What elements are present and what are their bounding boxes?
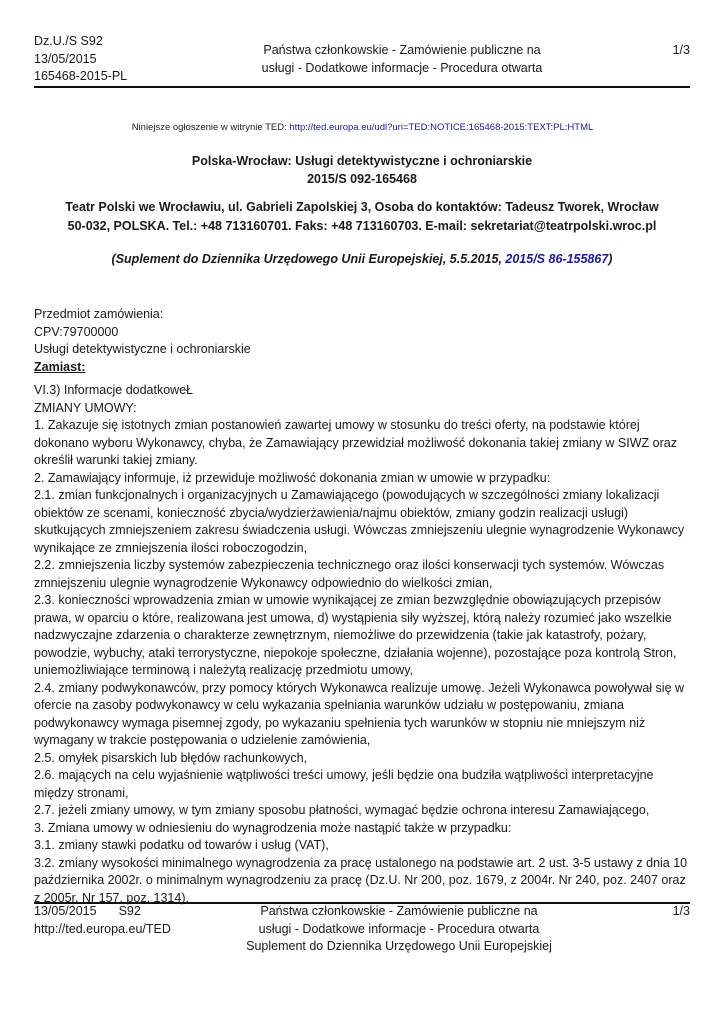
supplement-close: ) [608, 252, 613, 266]
body-paragraph: 3.2. zmiany wysokości minimalnego wynagrodzenia za pracę ustalonego na podstawie art. 2 ust. 3-5 ustawy z dnia 10 października 2002r. o minimalnym wynagrodzeniu za pracę (Dz.U. Nr 200, poz. 1679, z 2004r. Nr 240, poz. 2407 oraz z 2005r. Nr 157, poz. 1314), [34, 855, 688, 905]
notice-title [34, 152, 690, 188]
header-title-line1: Państwa członkowskie - Zamówienie publiczne na [263, 43, 541, 57]
header-date: 13/05/2015 [34, 51, 97, 66]
footer-title [240, 903, 558, 956]
footer-site: http://ted.europa.eu/TED [34, 921, 171, 936]
header-page-number: 1/3 [672, 43, 690, 57]
header-title-line2: usługi - Dodatkowe informacje - Procedura otwarta [261, 60, 543, 75]
supplement-ref-link[interactable]: 2015/S 86-155867 [505, 252, 609, 266]
page-footer [34, 903, 690, 963]
notice-title-line1: Polska-Wrocław: Usługi detektywistyczne i ochroniarskie [191, 154, 533, 168]
footer-meta [34, 903, 171, 938]
footer-page-number: 1/3 [672, 904, 690, 918]
body-paragraph: 2.7. jeżeli zmiany umowy, w tym zmiany sposobu płatności, wymagać będzie ochrona interesu Zamawiającego, [34, 803, 650, 817]
supplement-reference [34, 252, 690, 266]
header-meta [34, 33, 127, 86]
ted-notice-line [0, 122, 725, 133]
body-paragraph: 2. Zamawiający informuje, iż przewiduje możliwość dokonania zmian w umowie w przypadku: [34, 470, 551, 485]
body-paragraph: 3.1. zmiany stawki podatku od towarów i usług (VAT), [34, 838, 329, 852]
contracting-authority [34, 198, 690, 236]
body-paragraph: 2.6. mających na celu wyjaśnienie wątpliwości treści umowy, jeśli będzie ona budziła wątpliwości interpretacyjne między stronami, [34, 768, 654, 800]
subject-description: Usługi detektywistyczne i ochroniarskie [34, 342, 251, 356]
body-paragraph: 1. Zakazuje się istotnych zmian postanowień zawartej umowy w stosunku do treści oferty, na podstawie której dokonano wyboru Wykonawcy, chyba, że Zamawiający przewidział możliwość dokonania takiej zmiany w SIWZ oraz określił warunki takiej zmiany. [34, 418, 677, 467]
page-header [34, 33, 690, 88]
body-paragraph: 2.5. omyłek pisarskich lub błędów rachunkowych, [34, 750, 308, 765]
footer-series: S92 [118, 904, 141, 918]
body-paragraph: 2.4. zmiany podwykonawców, przy pomocy których Wykonawca realizuje umowę. Jeżeli Wykonawca powoływał się w ofercie na zasoby podwykonawcy w celu wykazania spełniania warunków udziału w postępowaniu, zmiana podwykonawcy wymaga pisemnej zgody, po wykazaniu spełnienia tych warunków w stopniu nie mniejszym niż wymagany w trakcie postępowania o udzielenie zamówienia, [34, 680, 685, 747]
body-paragraph: 2.2. zmniejszenia liczby systemów zabezpieczenia technicznego oraz ilości konserwacji tych systemów. Wówczas zmniejszeniu ulegnie wynagrodzenie Wykonawcy odpowiednio do wielkości zmian, [34, 558, 665, 590]
body-paragraph: VI.3) Informacje dodatkoweŁ [34, 383, 194, 397]
body-paragraph: 3. Zmiana umowy w odniesieniu do wynagrodzenia może nastąpić także w przypadku: [34, 820, 512, 835]
footer-date: 13/05/2015 [34, 904, 97, 918]
authority-line1: Teatr Polski we Wrocławiu, ul. Gabrieli Zapolskiej 3, Osoba do kontaktów: Tadeusz Tworek, Wrocław [65, 200, 659, 214]
footer-title-line2: usługi - Dodatkowe informacje - Procedura otwarta [258, 921, 540, 936]
cpv-code: CPV:79700000 [34, 324, 119, 339]
notice-body [34, 382, 694, 907]
body-paragraph: 2.1. zmian funkcjonalnych i organizacyjnych u Zamawiającego (powodujących w szczególności zmiany lokalizacji obiektów ze scenami, konieczność zbycia/wydzierżawienia/najmu obiektów, zmiany godzin realizacji usługi) skutkujących zmniejszeniem zakresu świadczenia usługi. Wówczas zmniejszeniu ulegnie wynagrodzenie Wykonawcy wynikające ze zmniejszenia ilości roboczogodzin, [34, 488, 685, 555]
notice-number: 2015/S 092-165468 [307, 172, 417, 186]
ted-notice-link[interactable]: http://ted.europa.eu/udl?uri=TED:NOTICE:165468-2015:TEXT:PL:HTML [289, 122, 594, 133]
subject-label: Przedmiot zamówienia: [34, 307, 164, 321]
footer-title-line1: Państwa członkowskie - Zamówienie publiczne na [260, 904, 538, 918]
instead-heading: Zamiast: [34, 359, 86, 374]
subject-section [34, 306, 690, 376]
ted-notice-prefix: Niniejsze ogłoszenie w witrynie TED: [131, 122, 290, 133]
authority-line2: 50-032, POLSKA. Tel.: +48 713160701. Faks: +48 713160703. E-mail: sekretariat@teatrpolski.wroc.pl [67, 219, 657, 233]
doc-ref: Dz.U./S S92 [34, 34, 103, 48]
header-title [252, 42, 552, 77]
supplement-text: (Suplement do Dziennika Urzędowego Unii Europejskiej, 5.5.2015, [111, 252, 506, 266]
body-paragraph: 2.3. konieczności wprowadzenia zmian w umowie wynikającej ze zmian bezwzględnie obowiązujących przepisów prawa, w oparciu o które, realizowana jest umowa, d) wystąpienia siły wyższej, którą należy rozumieć jako wszelkie nadzwyczajne zdarzenia o charakterze zewnętrznym, niemożliwe do przewidzenia (takie jak katastrofy, pożary, powodzie, wybuchy, ataki terrorystyczne, niepokoje społeczne, działania wojenne), pozostające poza kontrolą Stron, uniemożliwiające terminową i należytą realizację przedmiotu umowy, [34, 593, 677, 677]
footer-title-line3: Suplement do Dziennika Urzędowego Unii Europejskiej [246, 939, 552, 953]
notice-id: 165468-2015-PL [34, 69, 128, 83]
header-divider [34, 86, 690, 88]
body-paragraph: ZMIANY UMOWY: [34, 400, 137, 415]
